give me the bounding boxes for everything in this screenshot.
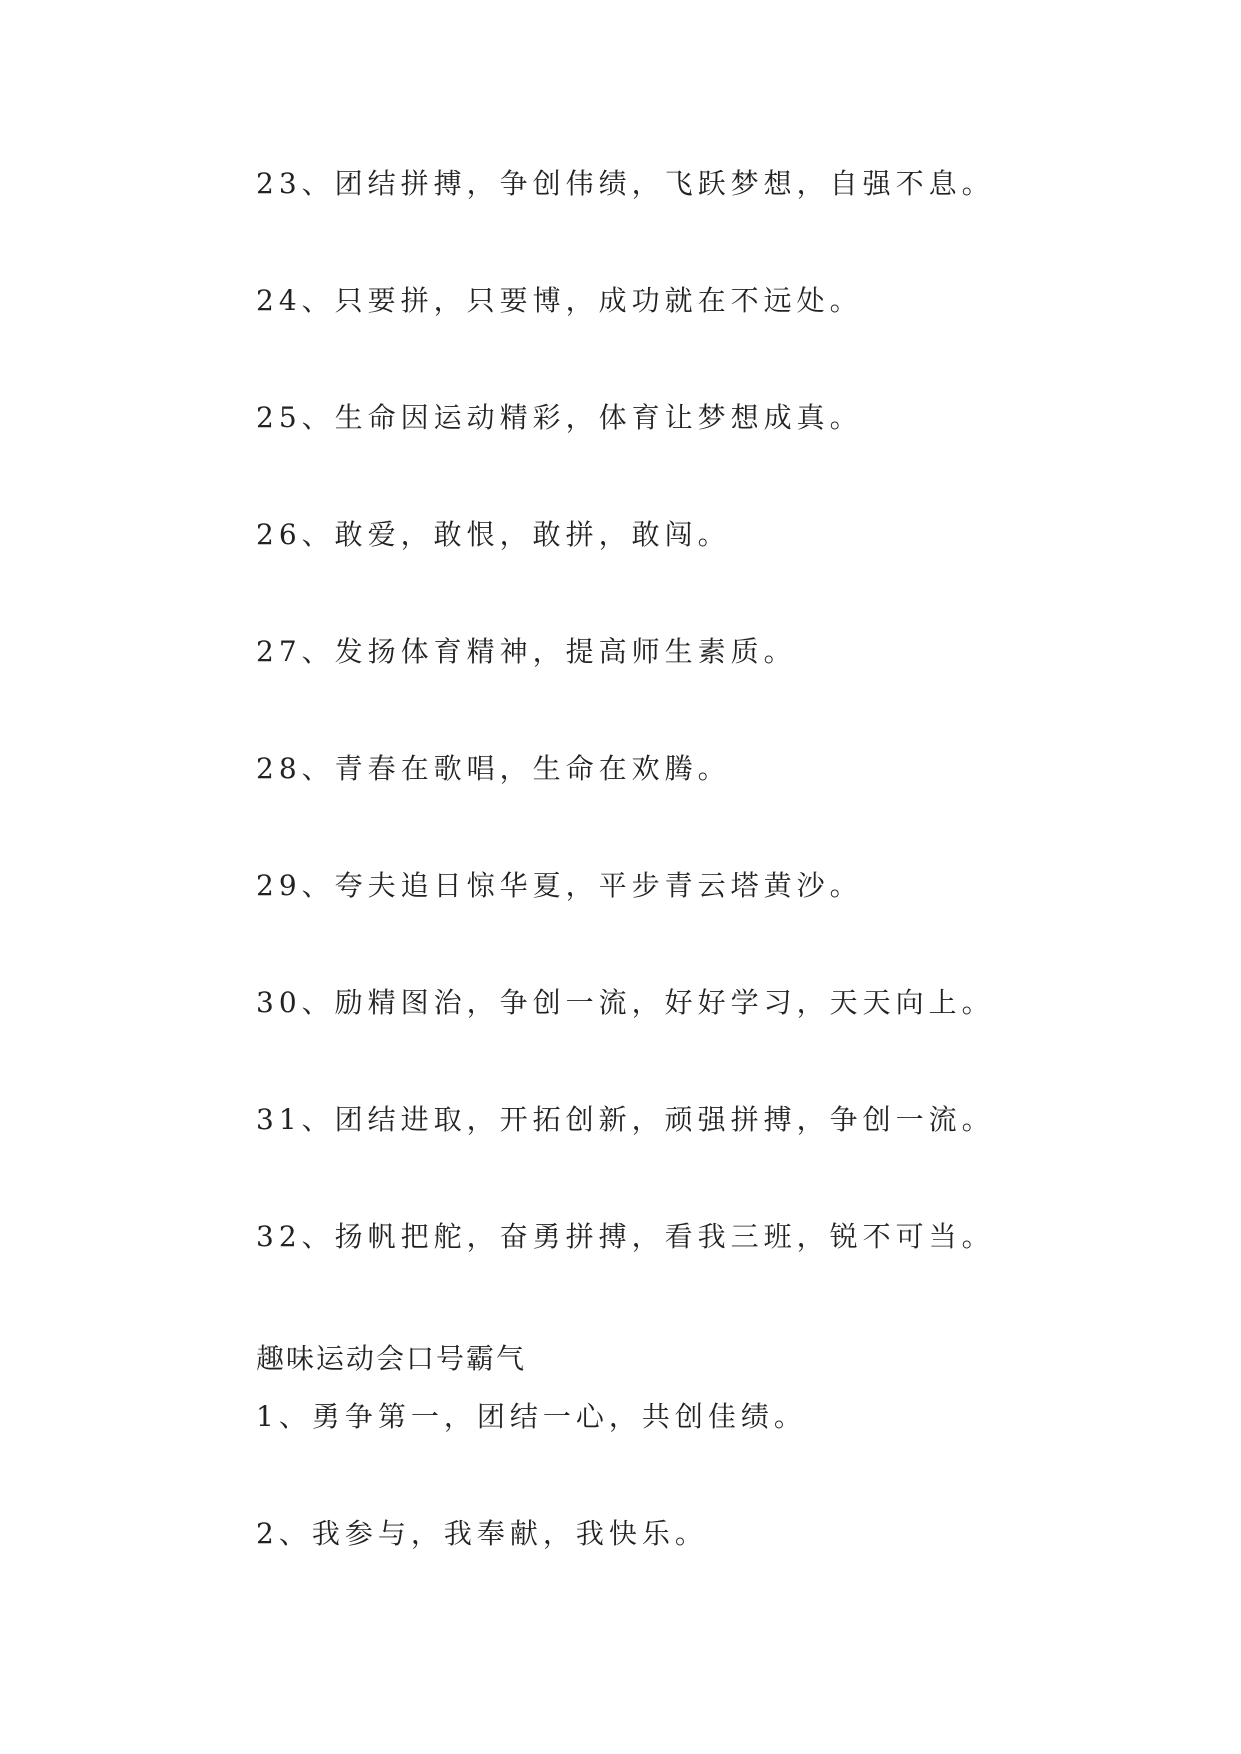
slogan-27: 27、发扬体育精神，提高师生素质。 xyxy=(256,635,797,668)
slogan-26: 26、敢爱，敢恨，敢拼，敢闯。 xyxy=(256,518,731,551)
slogan-31: 31、团结进取，开拓创新，顽强拼搏，争创一流。 xyxy=(256,1103,995,1136)
slogan-25: 25、生命因运动精彩，体育让梦想成真。 xyxy=(256,401,863,434)
slogan-b-1: 1、勇争第一，团结一心，共创佳绩。 xyxy=(256,1400,807,1433)
slogan-24: 24、只要拼，只要博，成功就在不远处。 xyxy=(256,284,863,317)
slogan-23: 23、团结拼搏，争创伟绩，飞跃梦想，自强不息。 xyxy=(256,167,995,200)
slogan-29: 29、夸夫追日惊华夏，平步青云塔黄沙。 xyxy=(256,869,863,902)
section-heading: 趣味运动会口号霸气 xyxy=(256,1342,527,1375)
slogan-32: 32、扬帆把舵，奋勇拼搏，看我三班，锐不可当。 xyxy=(256,1220,995,1253)
slogan-28: 28、青春在歌唱，生命在欢腾。 xyxy=(256,752,731,785)
slogan-30: 30、励精图治，争创一流，好好学习，天天向上。 xyxy=(256,986,995,1019)
slogan-b-2: 2、我参与，我奉献，我快乐。 xyxy=(256,1517,708,1550)
